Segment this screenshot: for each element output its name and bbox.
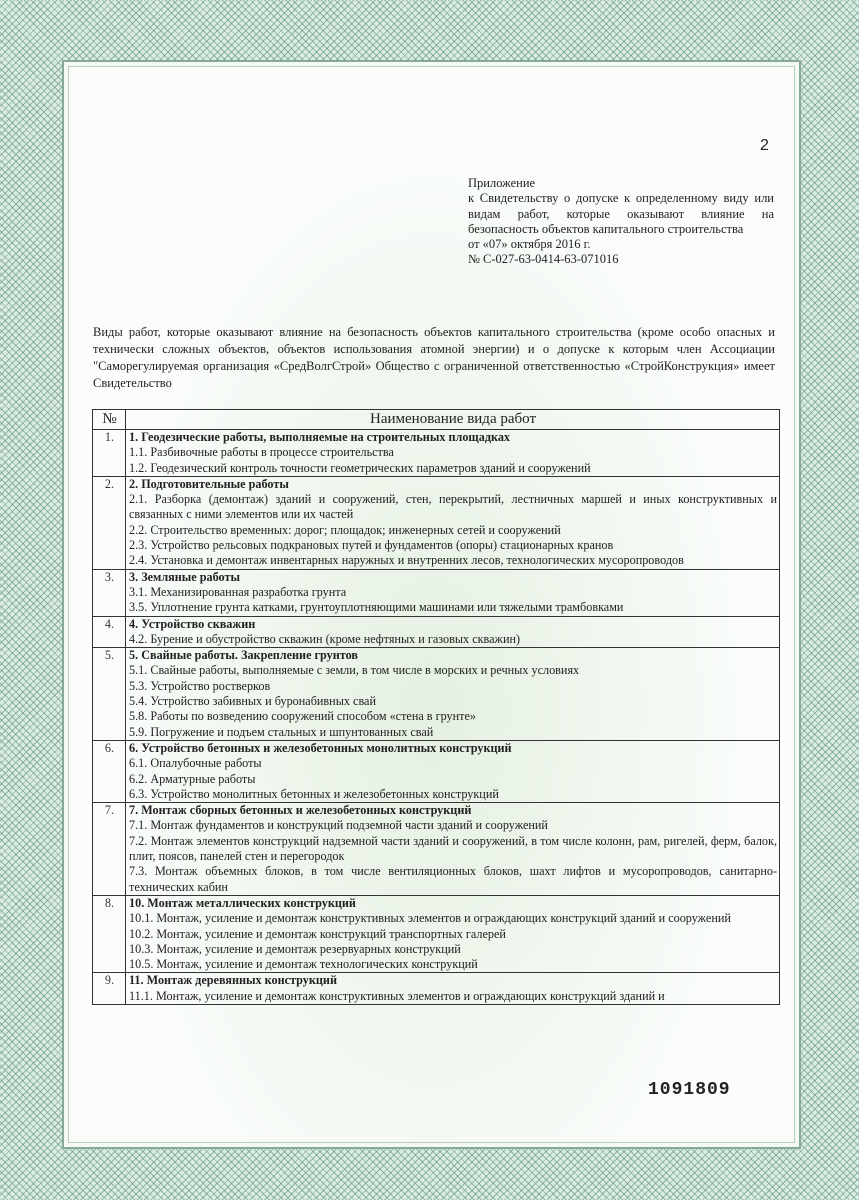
section-title: 1. Геодезические работы, выполняемые на строительных площадках	[129, 430, 511, 444]
work-item: 11.1. Монтаж, усиление и демонтаж конструктивных элементов и ограждающих конструкций зданий и	[129, 988, 665, 1003]
section-title: 6. Устройство бетонных и железобетонных монолитных конструкций	[129, 740, 512, 755]
section-title: 4. Устройство скважин	[129, 616, 256, 631]
row-content	[126, 973, 780, 1005]
work-item: 5.8. Работы по возведению сооружений способом «стена в грунте»	[129, 709, 476, 724]
works-table	[92, 409, 780, 1005]
work-item: 1.1. Разбивочные работы в процессе строительства	[129, 445, 394, 460]
row-content	[126, 476, 780, 569]
work-item: 5.1. Свайные работы, выполняемые с земли, в том числе в морских и речных условиях	[129, 663, 580, 678]
work-item: 10.5. Монтаж, усиление и демонтаж технологических конструкций	[129, 957, 478, 972]
row-number: 8.	[93, 895, 126, 972]
row-content	[126, 803, 780, 896]
table-row	[93, 616, 780, 648]
row-number: 2.	[93, 476, 126, 569]
header-num: №	[93, 410, 126, 430]
intro-paragraph: Виды работ, которые оказывают влияние на безопасность объектов капитального строительства (кроме особо опасных и технически сложных объектов, объектов использования атомной энергии) и о допуске к которым член Ассоциации "Саморегулируемая организация «СредВолгСтрой» Общество с ограниченной ответственностью «СтройКонструкция» имеет Свидетельство	[93, 325, 775, 390]
work-item: 1.2. Геодезический контроль точности геометрических параметров зданий и сооружений	[129, 460, 591, 475]
row-content	[126, 616, 780, 648]
appendix-title: Приложение	[468, 176, 536, 190]
row-number: 4.	[93, 616, 126, 648]
row-content	[126, 895, 780, 972]
work-item: 2.4. Установка и демонтаж инвентарных наружных и внутренних лесов, технологических мусоропроводов	[129, 553, 684, 568]
row-number: 1.	[93, 430, 126, 477]
section-title: 5. Свайные работы. Закрепление грунтов	[129, 648, 358, 663]
table-row	[93, 803, 780, 896]
section-title: 11. Монтаж деревянных конструкций	[129, 973, 337, 988]
row-content	[126, 648, 780, 741]
work-item: 10.3. Монтаж, усиление и демонтаж резервуарных конструкций	[129, 941, 461, 956]
work-item: 10.2. Монтаж, усиление и демонтаж конструкций транспортных галерей	[129, 926, 506, 941]
table-row	[93, 973, 780, 1005]
row-content	[126, 569, 780, 616]
appendix-block	[468, 176, 774, 268]
work-item: 2.2. Строительство временных: дорог; площадок; инженерных сетей и сооружений	[129, 522, 561, 537]
table-row	[93, 430, 780, 477]
serial-number: 1091809	[648, 1080, 731, 1100]
table-row	[93, 648, 780, 741]
row-content	[126, 430, 780, 477]
table-row	[93, 569, 780, 616]
table-row	[93, 476, 780, 569]
work-item: 5.3. Устройство ростверков	[129, 678, 271, 693]
work-item: 4.2. Бурение и обустройство скважин (кроме нефтяных и газовых скважин)	[129, 631, 521, 646]
work-item: 2.3. Устройство рельсовых подкрановых путей и фундаментов (опоры) стационарных кранов	[129, 538, 614, 553]
work-item: 6.2. Арматурные работы	[129, 771, 256, 786]
work-item: 7.2. Монтаж элементов конструкций надземной части зданий и сооружений, в том числе колонн, рам, ригелей, ферм, балок, плит, поясов, панелей стен и перегородок	[129, 833, 777, 864]
row-number: 6.	[93, 740, 126, 802]
work-item: 3.5. Уплотнение грунта катками, грунтоуплотняющими машинами или тяжелыми трамбовками	[129, 600, 624, 615]
header-name: Наименование вида работ	[126, 410, 780, 430]
section-title: 10. Монтаж металлических конструкций	[129, 895, 356, 910]
table-row	[93, 740, 780, 802]
work-item: 3.1. Механизированная разработка грунта	[129, 584, 347, 599]
work-item: 6.3. Устройство монолитных бетонных и железобетонных конструкций	[129, 786, 499, 801]
row-number: 3.	[93, 569, 126, 616]
appendix-body: к Свидетельству о допуске к определенному виду или видам работ, которые оказывают влияние на безопасность объектов капитального строительства	[468, 191, 774, 236]
section-title: 3. Земляные работы	[129, 569, 240, 584]
work-item: 6.1. Опалубочные работы	[129, 756, 262, 771]
work-item: 7.1. Монтаж фундаментов и конструкций подземной части зданий и сооружений	[129, 818, 548, 833]
work-item: 5.4. Устройство забивных и буронабивных свай	[129, 694, 376, 709]
page-number: 2	[760, 137, 769, 154]
appendix-number: № С-027-63-0414-63-071016	[468, 252, 619, 267]
work-item: 2.1. Разборка (демонтаж) зданий и сооружений, стен, перекрытий, лестничных маршей и иных конструктивных и связанных с ними элементов или их частей	[129, 492, 777, 522]
work-item: 7.3. Монтаж объемных блоков, в том числе вентиляционных блоков, шахт лифтов и мусоропроводов, санитарно-технических кабин	[129, 864, 777, 894]
row-number: 5.	[93, 648, 126, 741]
works-table-body	[93, 430, 780, 1005]
row-content	[126, 740, 780, 802]
table-row	[93, 895, 780, 972]
table-header-row	[93, 410, 780, 430]
section-title: 7. Монтаж сборных бетонных и железобетонных конструкций	[129, 803, 472, 818]
work-item: 10.1. Монтаж, усиление и демонтаж конструктивных элементов и ограждающих конструкций зданий и сооружений	[129, 911, 731, 926]
appendix-date: от «07» октября 2016 г.	[468, 237, 591, 252]
section-title: 2. Подготовительные работы	[129, 476, 289, 491]
row-number: 9.	[93, 973, 126, 1005]
row-number: 7.	[93, 803, 126, 896]
work-item: 5.9. Погружение и подъем стальных и шпунтованных свай	[129, 724, 434, 739]
